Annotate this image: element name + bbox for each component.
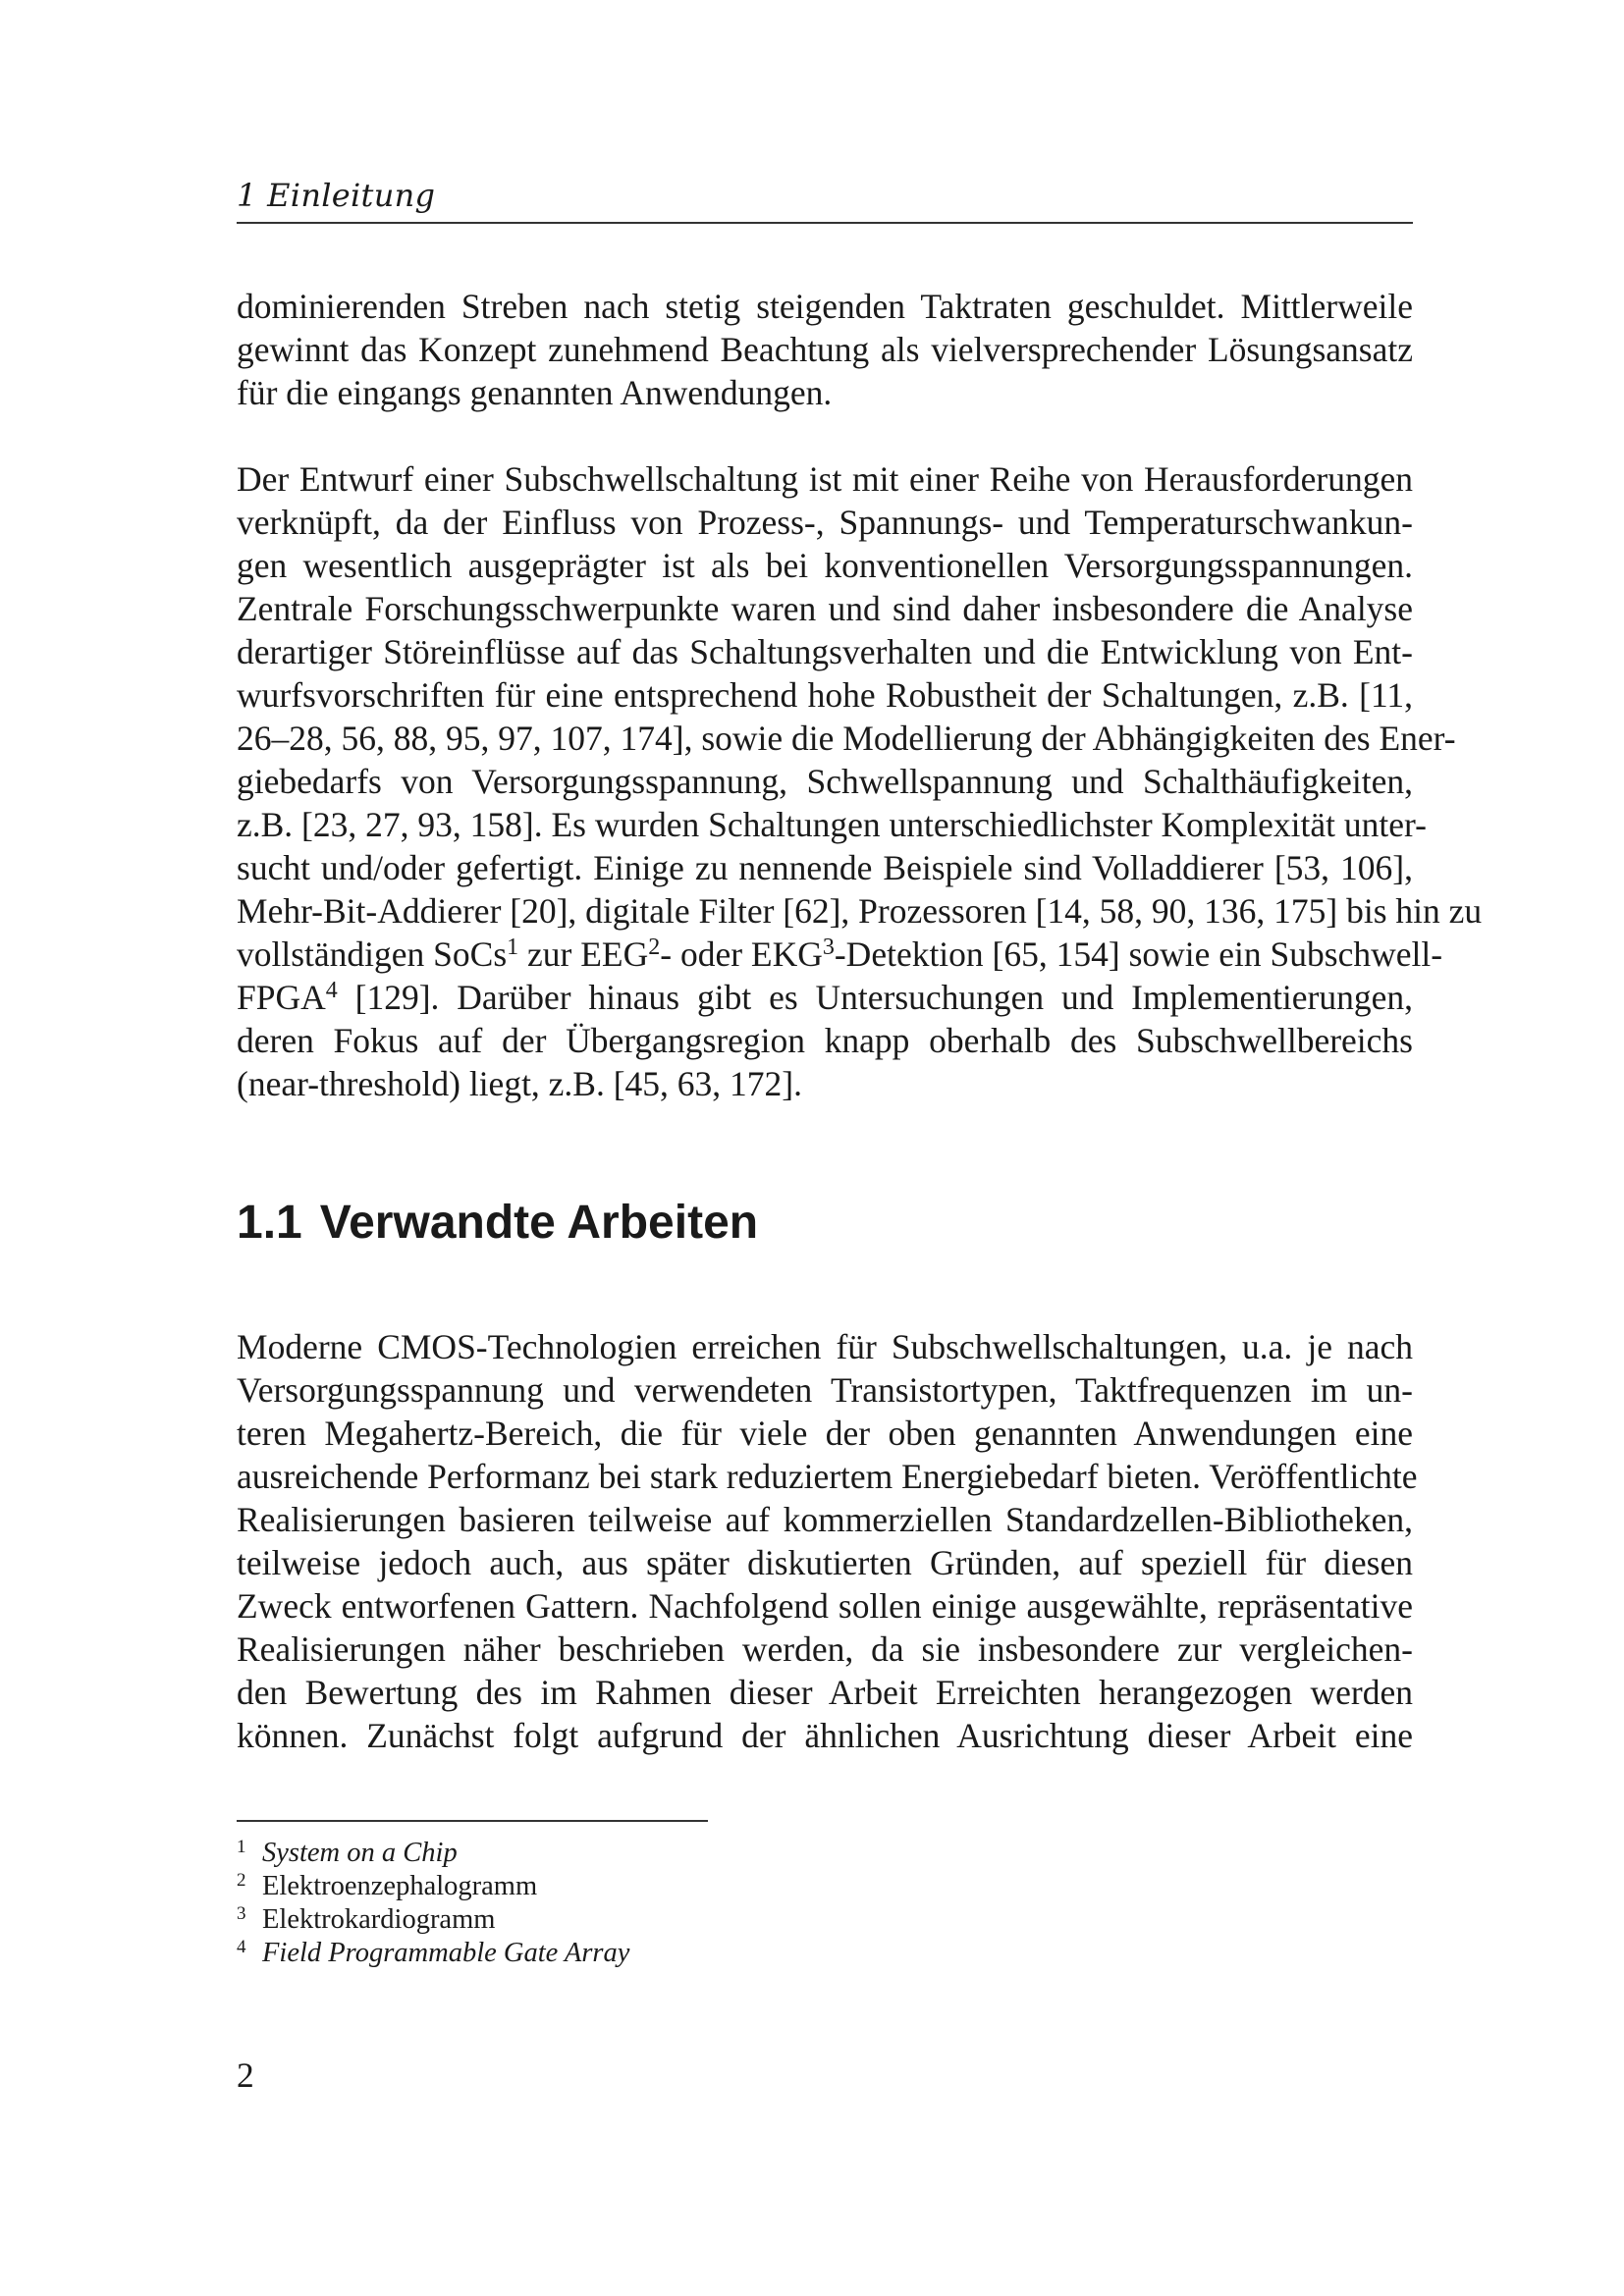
footnote-number: 1 (237, 1837, 246, 1857)
text-line: Der Entwurf einer Subschwellschaltung ist mit einer Reihe von Herausforderungen (237, 459, 1413, 499)
footnote-mark[interactable]: 3 (822, 934, 835, 960)
text-line: z.B. [23, 27, 93, 158]. Es wurden Schaltungen unterschiedlichster Komplexität unter- (237, 805, 1427, 844)
footnote-text: Field Programmable Gate Array (262, 1938, 630, 1968)
section-heading (237, 1194, 758, 1253)
text-line: derartiger Störeinflüsse auf das Schaltungsverhalten und die Entwicklung von Ent- (237, 632, 1413, 671)
running-head (237, 173, 1413, 224)
text-line: (near-threshold) liegt, z.B. [45, 63, 172]. (237, 1064, 803, 1103)
footnote-number: 4 (237, 1937, 246, 1957)
footnote-mark[interactable]: 2 (648, 934, 661, 960)
text-segment: [129]. Darüber hinaus gibt es Untersuchungen und Implementierungen, (337, 978, 1413, 1017)
footnote-text: Elektroenzephalogramm (262, 1871, 538, 1901)
text-segment: vollständigen SoCs (237, 934, 508, 974)
text-line: wurfsvorschriften für eine entsprechend hohe Robustheit der Schaltungen, z.B. [11, (237, 675, 1413, 715)
text-line: teren Megahertz-Bereich, die für viele der oben genannten Anwendungen eine (237, 1414, 1413, 1453)
text-line: können. Zunächst folgt aufgrund der ähnlichen Ausrichtung dieser Arbeit eine (237, 1716, 1413, 1755)
text-line: Zweck entworfenen Gattern. Nachfolgend sollen einige ausgewählte, repräsentative (237, 1586, 1413, 1626)
footnote-text: Elektrokardiogramm (262, 1904, 496, 1935)
text-line-with-footnote-marks (237, 976, 1413, 1019)
text-line: den Bewertung des im Rahmen dieser Arbeit Erreichten herangezogen werden (237, 1673, 1413, 1712)
footnote-text: System on a Chip (262, 1838, 458, 1868)
text-segment: zur EEG (518, 934, 649, 974)
footnote-number: 3 (237, 1903, 246, 1924)
footnote-mark[interactable]: 4 (325, 978, 338, 1003)
text-line: Moderne CMOS-Technologien erreichen für Subschwellschaltungen, u.a. je nach (237, 1327, 1413, 1366)
section-number: 1.1 (237, 1197, 302, 1249)
section-title: Verwandte Arbeiten (319, 1197, 759, 1249)
text-line: Versorgungsspannung und verwendeten Transistortypen, Taktfrequenzen im un- (237, 1370, 1413, 1410)
text-line: deren Fokus auf der Übergangsregion knapp oberhalb des Subschwellbereichs (237, 1021, 1413, 1060)
text-line: giebedarfs von Versorgungsspannung, Schwellspannung und Schalthäufigkeiten, (237, 762, 1413, 801)
text-line: ausreichende Performanz bei stark reduziertem Energiebedarf bieten. Veröffentlichte (237, 1457, 1418, 1496)
text-line: Zentrale Forschungsschwerpunkte waren und sind daher insbesondere die Analyse (237, 589, 1413, 628)
text-line: für die eingangs genannten Anwendungen. (237, 373, 833, 412)
text-segment: FPGA (237, 978, 326, 1017)
text-line: dominierenden Streben nach stetig steigenden Taktraten geschuldet. Mittlerweile (237, 287, 1413, 326)
text-line: 26–28, 56, 88, 95, 97, 107, 174], sowie die Modellierung der Abhängigkeiten des Ener- (237, 719, 1456, 758)
footnote-rule (237, 1820, 708, 1822)
text-line: gewinnt das Konzept zunehmend Beachtung als vielversprechender Lösungsansatz (237, 330, 1413, 369)
page-number: 2 (237, 2056, 254, 2095)
text-line: Realisierungen näher beschrieben werden, da sie insbesondere zur vergleichen- (237, 1629, 1413, 1669)
text-line: verknüpft, da der Einfluss von Prozess-, Spannungs- und Temperaturschwankun- (237, 503, 1413, 542)
footnote-number: 2 (237, 1870, 246, 1891)
text-line: sucht und/oder gefertigt. Einige zu nennende Beispiele sind Volladdierer [53, 106], (237, 848, 1413, 887)
text-line: gen wesentlich ausgeprägter ist als bei konventionellen Versorgungsspannungen. (237, 546, 1413, 585)
text-line: Mehr-Bit-Addierer [20], digitale Filter [62], Prozessoren [14, 58, 90, 136, 175] bis hin zu (237, 891, 1483, 931)
text-line: teilweise jedoch auch, aus später diskutierten Gründen, auf speziell für diesen (237, 1543, 1413, 1582)
running-head-text: 1 Einleitung (237, 177, 436, 214)
text-segment: -Detektion [65, 154] sowie ein Subschwell- (834, 934, 1443, 974)
text-line: Realisierungen basieren teilweise auf kommerziellen Standardzellen-Bibliotheken, (237, 1500, 1413, 1539)
text-line-with-footnote-marks (237, 933, 1443, 976)
footnote (237, 1931, 629, 1970)
footnote-mark[interactable]: 1 (507, 934, 519, 960)
text-segment: - oder EKG (660, 934, 823, 974)
